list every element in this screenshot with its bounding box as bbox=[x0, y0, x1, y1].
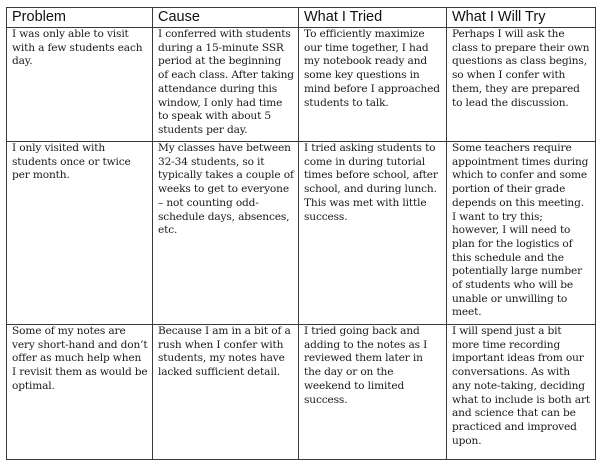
table-row bbox=[7, 142, 596, 325]
cell-what-i-will-try: Some teachers require appointment times during which to confer and some portion of their grade depends on this meeting. I want to try this; however, I will need to plan for the logistics of this schedule and the potentially large number of students who will be unable or unwilling to meet. bbox=[447, 142, 596, 325]
header-cause: Cause bbox=[153, 8, 299, 28]
cell-cause: My classes have between 32-34 students, so it typically takes a couple of weeks to get to everyone – not counting odd-schedule days, absences, etc. bbox=[153, 142, 299, 325]
cell-what-i-tried: I tried going back and adding to the notes as I reviewed them later in the day or on the weekend to limited success. bbox=[299, 325, 447, 460]
cell-what-i-tried: I tried asking students to come in during tutorial times before school, after school, and during lunch. This was met with little success. bbox=[299, 142, 447, 325]
cell-what-i-will-try: I will spend just a bit more time recording important ideas from our conversations. As with any note-taking, deciding what to include is both art and science that can be practiced and improved upon. bbox=[447, 325, 596, 460]
table-row bbox=[7, 28, 596, 142]
header-problem: Problem bbox=[7, 8, 153, 28]
cell-cause: Because I am in a bit of a rush when I confer with students, my notes have lacked sufficient detail. bbox=[153, 325, 299, 460]
cell-problem: I only visited with students once or twice per month. bbox=[7, 142, 153, 325]
header-what-i-tried: What I Tried bbox=[299, 8, 447, 28]
cell-cause: I conferred with students during a 15-minute SSR period at the beginning of each class. After taking attendance during this window, I only had time to speak with about 5 students per day. bbox=[153, 28, 299, 142]
reflection-table bbox=[6, 7, 596, 460]
table-row bbox=[7, 325, 596, 460]
cell-problem: Some of my notes are very short-hand and don’t offer as much help when I revisit them as would be optimal. bbox=[7, 325, 153, 460]
header-row bbox=[7, 8, 596, 28]
header-what-i-will-try: What I Will Try bbox=[447, 8, 596, 28]
cell-problem: I was only able to visit with a few students each day. bbox=[7, 28, 153, 142]
cell-what-i-tried: To efficiently maximize our time together, I had my notebook ready and some key questions in mind before I approached students to talk. bbox=[299, 28, 447, 142]
cell-what-i-will-try: Perhaps I will ask the class to prepare their own questions as class begins, so when I confer with them, they are prepared to lead the discussion. bbox=[447, 28, 596, 142]
